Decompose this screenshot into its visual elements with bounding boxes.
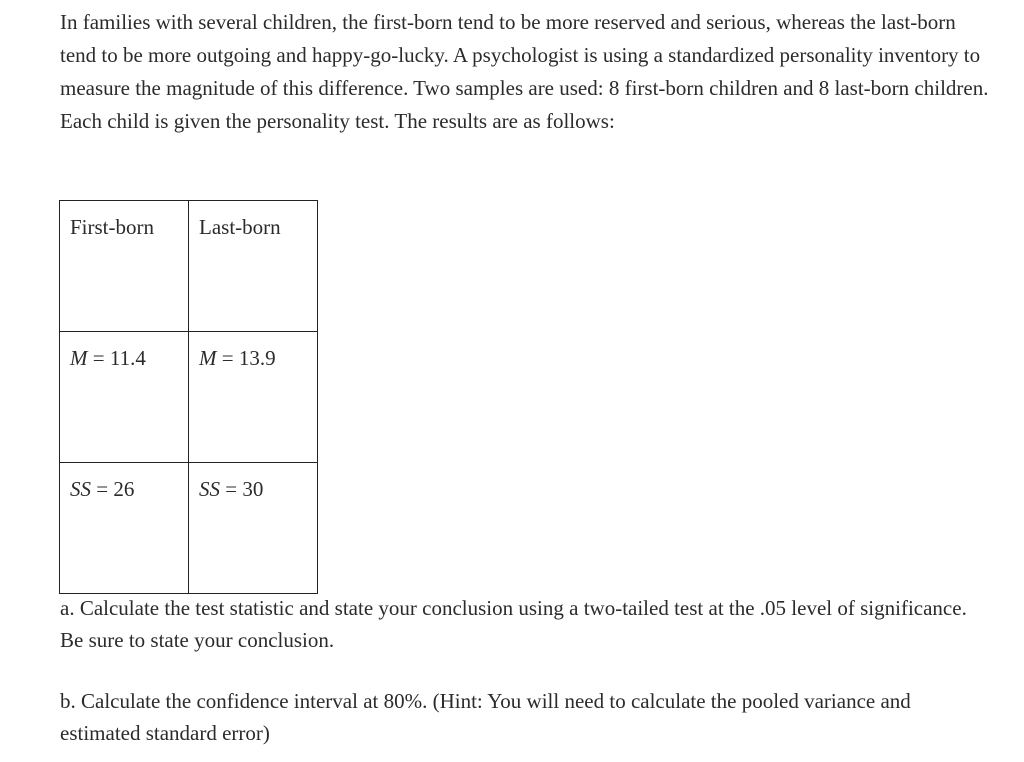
mean-label: M (70, 346, 88, 370)
mean-cell-last-born: M = 13.9 (189, 332, 318, 463)
ss-label: SS (199, 477, 220, 501)
header-cell-last-born (189, 201, 318, 332)
results-table (59, 200, 318, 594)
mean-label: M (199, 346, 217, 370)
header-last-born: Last-born (199, 215, 281, 239)
mean-cell-first-born: M = 11.4 (60, 332, 189, 463)
ss-cell-last-born: SS = 30 (189, 463, 318, 594)
table-header-row (60, 201, 318, 332)
ss-first-born-value: 26 (113, 477, 135, 501)
header-first-born: First-born (70, 215, 154, 239)
mean-last-born-value: 13.9 (238, 346, 276, 370)
table-row-ss (60, 463, 318, 594)
ss-label: SS (70, 477, 91, 501)
ss-cell-first-born: SS = 26 (60, 463, 189, 594)
question-b: b. Calculate the confidence interval at 80%. (Hint: You will need to calculate the pooled variance and estimated standard error) (60, 689, 911, 745)
problem-intro: In families with several children, the first-born tend to be more reserved and serious, whereas the last-born tend to be more outgoing and happy-go-lucky. A psychologist is using a standardized personality inventory to measure the magnitude of this difference. Two samples are used: 8 first-born children and 8 last-born children. Each child is given the personality test. The results are as follows: (60, 10, 989, 133)
header-cell-first-born (60, 201, 189, 332)
ss-last-born-value: 30 (242, 477, 264, 501)
question-a: a. Calculate the test statistic and state your conclusion using a two-tailed test at the .05 level of significance. Be sure to state your conclusion. (60, 596, 967, 652)
table-row-mean (60, 332, 318, 463)
mean-first-born-value: 11.4 (109, 346, 146, 370)
